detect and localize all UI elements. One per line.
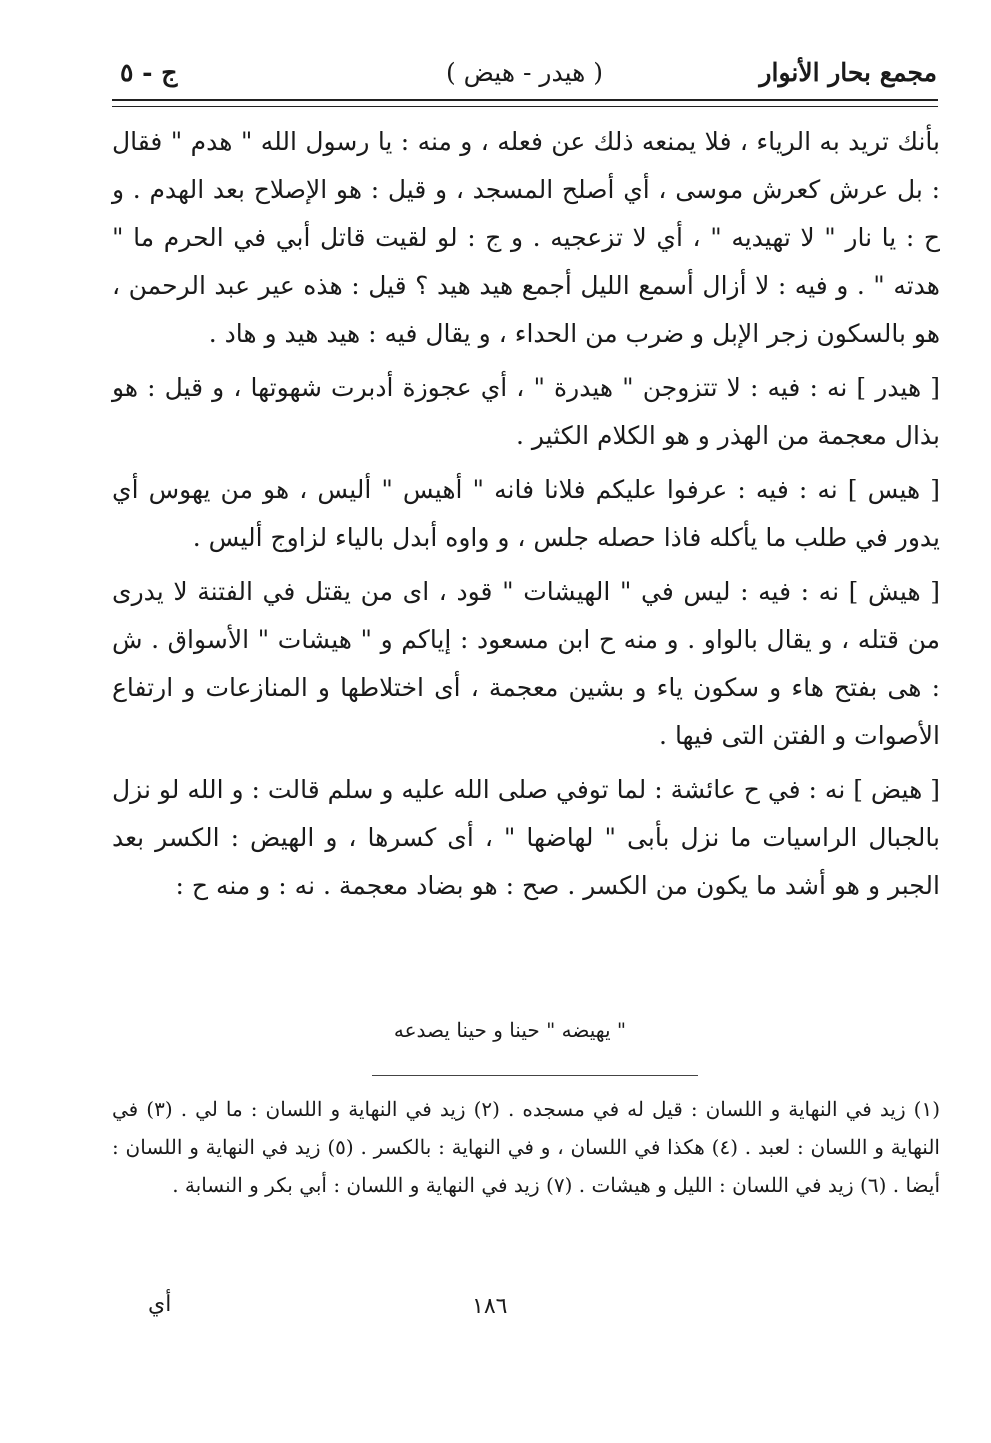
header-rule — [112, 99, 938, 107]
paragraph: بأنك تريد به الرياء ، فلا يمنعه ذلك عن فعله ، و منه : يا رسول الله " هدم " فقال : بل عرش كعرش موسى ، أي أصلح المسجد ، و قيل : هو الإصلاح بعد الهدم . و ح : يا نار " لا تهيديه " ، أي لا تزعجيه . و ج : لو لقيت قاتل أبي في الحرم ما " هدته " . و فيه : لا أزال أسمع الليل أجمع هيد هيد ؟ قيل : هذه عير عبد الرحمن ، هو بالسكون زجر الإبل و ضرب من الحداء ، و يقال فيه : هيد هيد و هاد . — [112, 127, 940, 348]
book-title: مجمع بحار الأنوار — [759, 58, 937, 87]
section-range: ( هيدر - هيض ) — [445, 58, 604, 87]
entry-hays: [ هيس ] نه : فيه : عرفوا عليكم فلانا فانه " أهيس " أليس ، هو من يهوس أي يدور في طلب ما يأكله فاذا حصله جلس ، و واوه أبدل بالياء لزاوج أليس . — [112, 475, 940, 552]
running-header — [112, 54, 937, 94]
main-text — [112, 118, 940, 910]
volume-number: ج - ٥ — [120, 58, 178, 87]
entry-haysh: [ هيش ] نه : فيه : ليس في " الهيشات " قود ، اى من يقتل في الفتنة لا يدرى من قتله ، و يقال بالواو . و منه ح ابن مسعود : إياكم و " هيشات " الأسواق . ش : هى بفتح هاء و سكون ياء و بشين معجمة ، أى اختلاطها و المنازعات و ارتفاع الأصوات و الفتن التى فيها . — [112, 577, 940, 750]
footnote-block: (١) زيد في النهاية و اللسان : قيل له في مسجده . (٢) زيد في النهاية و اللسان : ما لي . (٣) في النهاية و اللسان : لعبد . (٤) هكذا في اللسان ، و في النهاية : بالكسر . (٥) زيد في النهاية و اللسان : أيضا . (٦) زيد في اللسان : الليل و هيشات . (٧) زيد في النهاية و اللسان : أبي بكر و النسابة . — [112, 1097, 941, 1197]
entry-haydar: [ هيدر ] نه : فيه : لا تتزوجن " هيدرة " ، أي عجوزة أدبرت شهوتها ، و قيل : هو بذال معجمة من الهذر و هو الكلام الكثير . — [112, 373, 940, 450]
page-number: ١٨٦ — [472, 1294, 508, 1319]
footnote-rule — [372, 1075, 698, 1076]
verse-line: " يهيضه " حينا و حينا يصدعه — [393, 1018, 627, 1042]
entry-hayd: [ هيض ] نه : في ح عائشة : لما توفي صلى الله عليه و سلم قالت : و الله لو نزل بالجبال الراسيات ما نزل بأبى " لهاضها " ، أى كسرها ، و الهيض : الكسر بعد الجبر و هو أشد ما يكون من الكسر . صح : هو بضاد معجمة . نه : و منه ح : — [111, 775, 940, 900]
footnotes — [112, 1090, 940, 1204]
catchword: أي — [148, 1292, 172, 1317]
